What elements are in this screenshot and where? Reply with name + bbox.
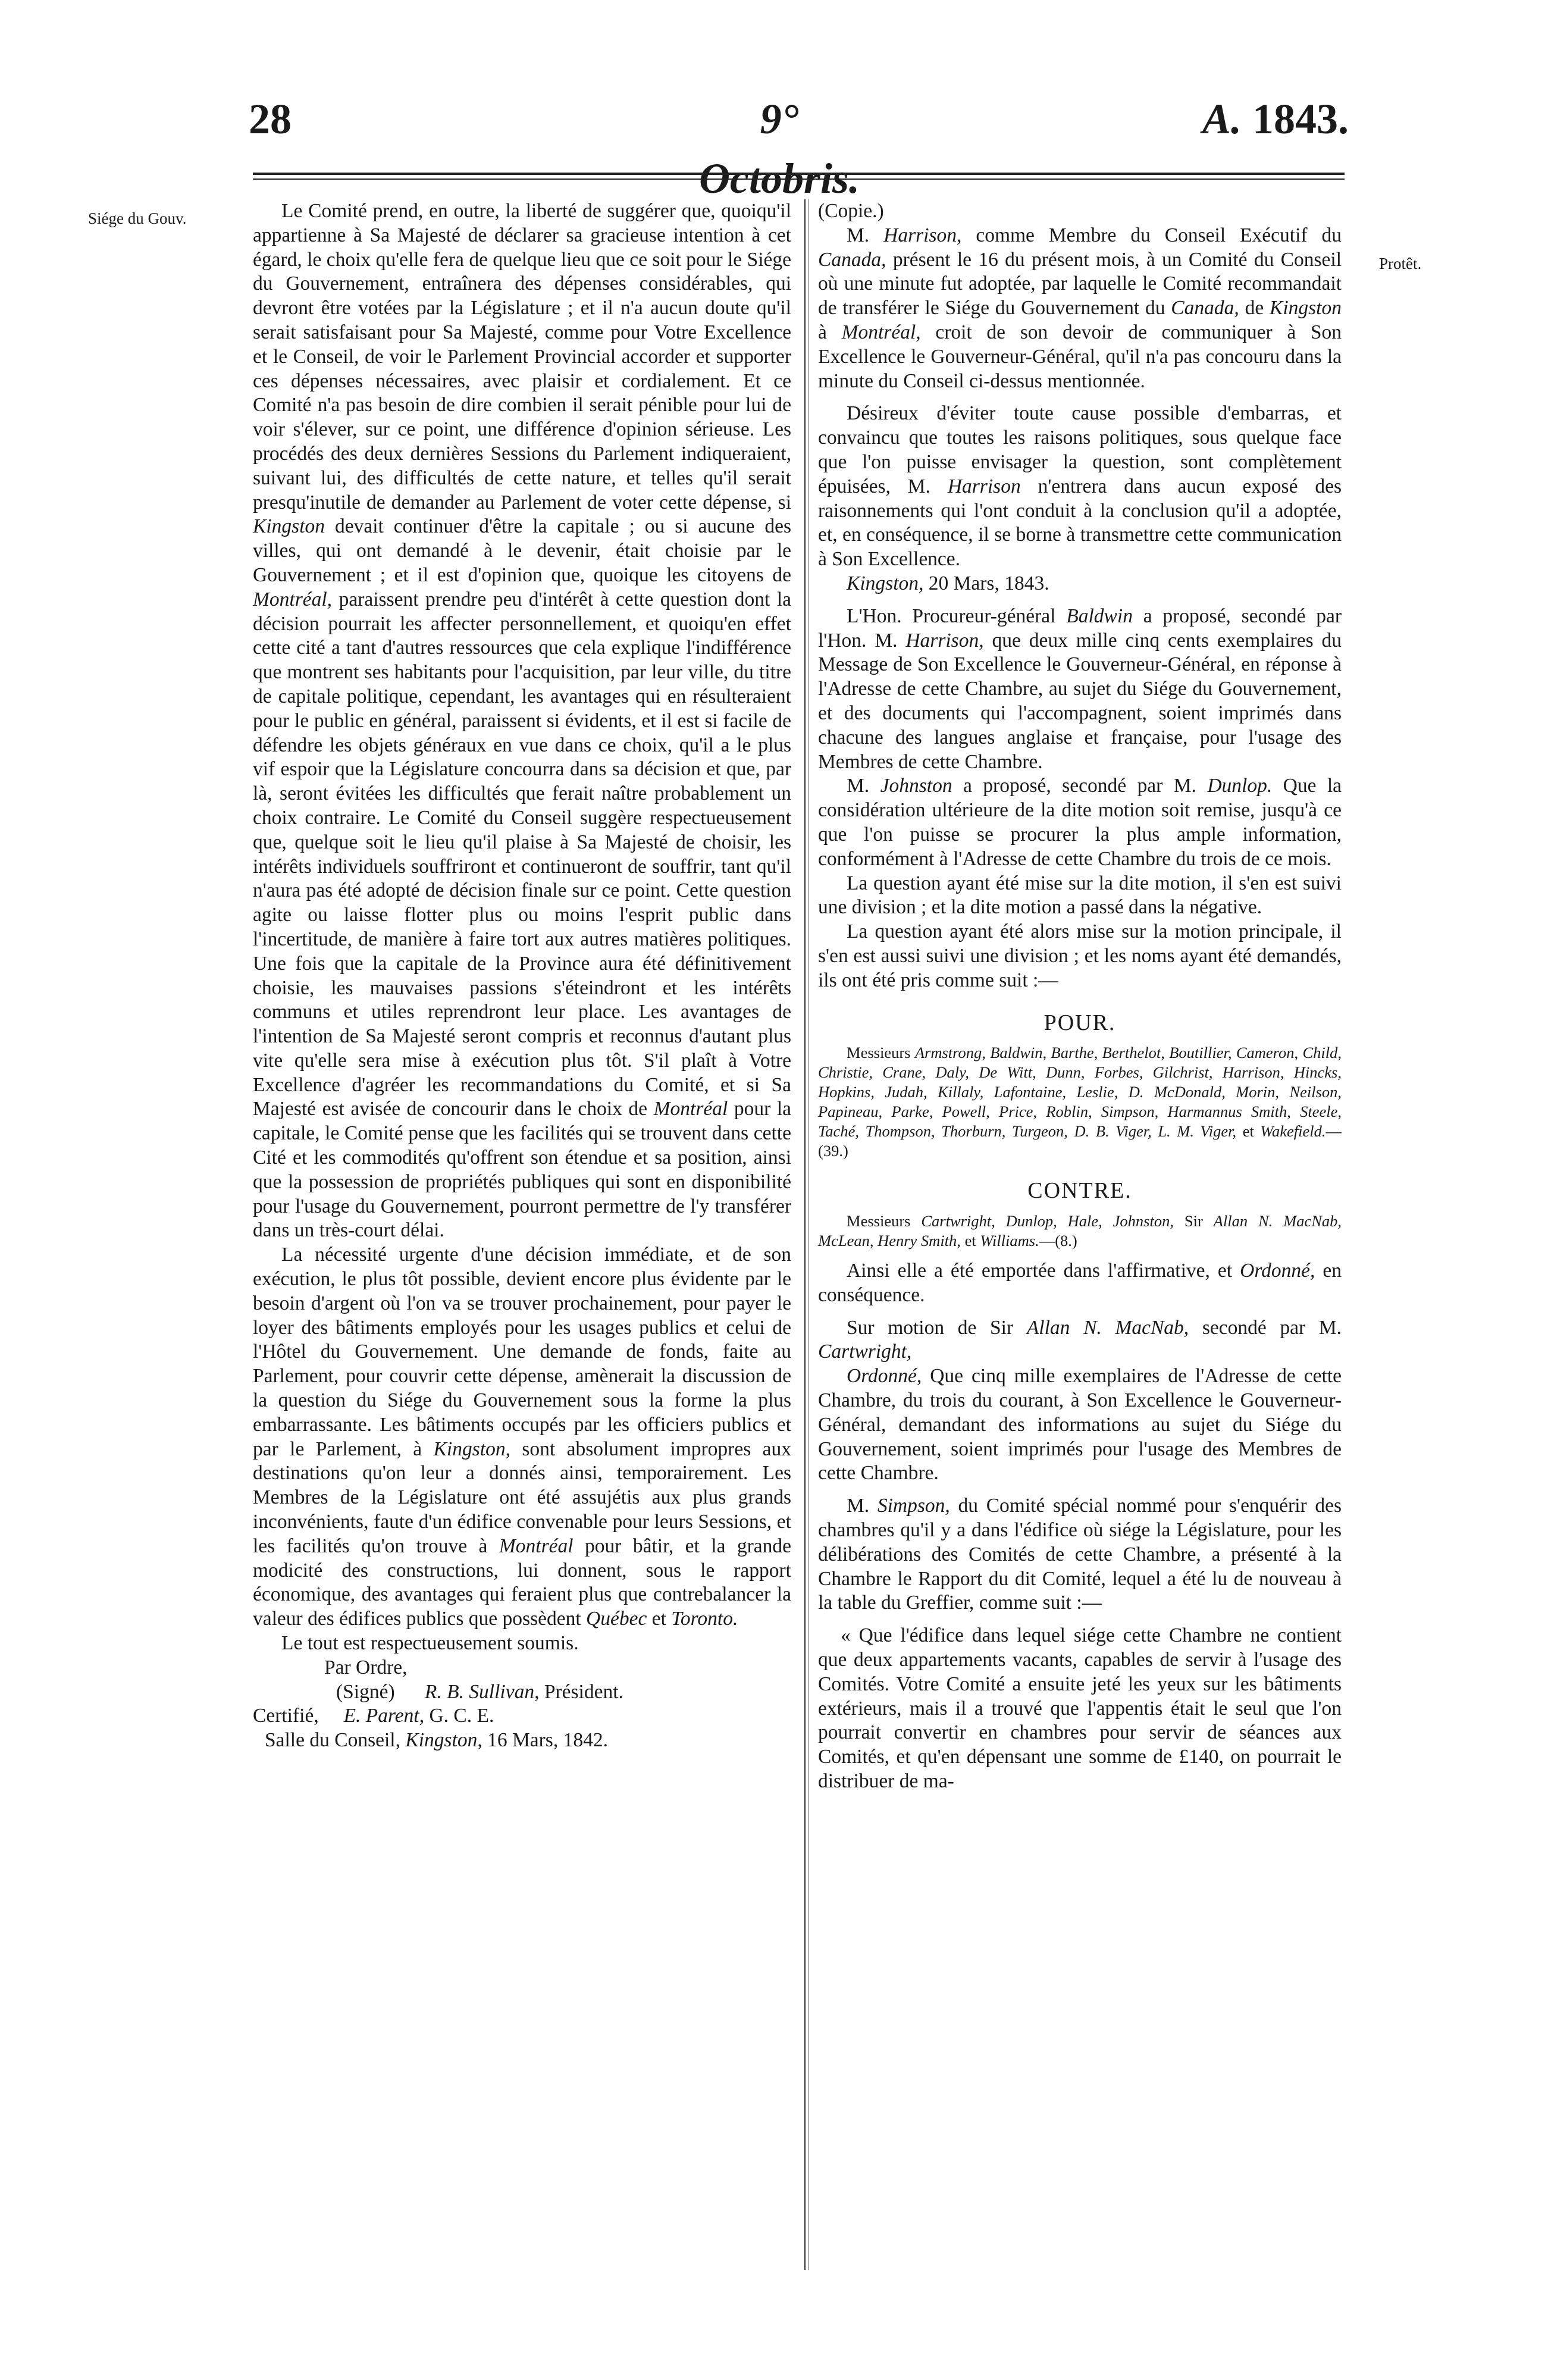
right-column: [818, 199, 1342, 1794]
contre-heading: CONTRE.: [1027, 1178, 1132, 1204]
right-dateline: Kingston, 20 Mars, 1843.: [847, 572, 1049, 594]
copie-label: (Copie.): [818, 200, 884, 222]
right-paragraph-simpson: M. Simpson, du Comité spécial nommé pour s'enquérir des chambres qu'il y a dans l'édifice où siége la Législature, pour les délibérations des Comités de cette Chambre, a présenté à la Chambre le Rapport du dit Comité, lequel a été lu de nouveau à la table du Greffier, comme suit :—: [818, 1495, 1342, 1614]
header-rule-thin: [253, 178, 1345, 180]
page-number: 28: [249, 95, 292, 143]
pour-names: Messieurs Armstrong, Baldwin, Barthe, Berthelot, Boutillier, Cameron, Child, Christie, Crane, Daly, De Witt, Dunn, Forbes, Gilchrist, Harrison, Hincks, Hopkins, Judah, Killaly, Lafontaine, Leslie, D. McDonald, Morin, Neilson, Papineau, Parke, Powell, Price, Roblin, Simpson, Harmannus Smith, Steele, Taché, Thompson, Thorburn, Turgeon, D. B. Viger, L. M. Viger, et Wakefield.—(39.): [818, 1044, 1342, 1160]
right-paragraph-johnston: M. Johnston a proposé, secondé par M. Dunlop. Que la considération ultérieure de la dite motion soit remise, jusqu'à ce que l'on puisse se procurer la plus ample information, conformément à l'Adresse de cette Chambre du trois de ce mois.: [818, 775, 1342, 870]
certification-line: Certifié, E. Parent, G. C. E.: [253, 1705, 494, 1727]
page-header: [0, 89, 1548, 161]
margin-note-right: Protêt.: [1379, 255, 1422, 273]
right-paragraph-macnab: Sur motion de Sir Allan N. MacNab, secondé par M. Cartwright,: [818, 1316, 1342, 1363]
par-ordre: Par Ordre,: [324, 1656, 408, 1678]
left-paragraph-2: La nécessité urgente d'une décision immédiate, et de son exécution, le plus tôt possible, devient encore plus évidente par le besoin d'argent où l'on va se trouver prochainement, pour payer le loyer des bâtiments employés pour les usages publics et celui de l'Hôtel du Gouvernement. Une demande de fonds, faite au Parlement, pour couvrir cette dépense, amènerait la discussion de la question du Siége du Gouvernement sous la forme la plus embarrassante. Les bâtiments occupés par les officiers publics et par le Parlement, à Kingston, sont absolument impropres aux destinations qu'on leur a donnés ainsi, temporairement. Les Membres de la Législature ont été assujétis aux plus grands inconvénients, faute d'un édifice convenable pour leurs Sessions, et les facilités qu'on trouve à Montréal pour bâtir, et la grande modicité des constructions, lui donnent, sous le rapport économique, des avantages qui feraient plus que contrebalancer la valeur des édifices publics que possèdent Québec et Toronto.: [253, 1244, 792, 1630]
right-paragraph-result: Ainsi elle a été emportée dans l'affirmative, et Ordonné, en conséquence.: [818, 1260, 1342, 1306]
column-divider-inner: [808, 199, 809, 2270]
place-date-line: Salle du Conseil, Kingston, 16 Mars, 1842.: [265, 1729, 608, 1752]
signature-line: (Signé) R. B. Sullivan, Président.: [336, 1680, 623, 1703]
right-paragraph-2: Désireux d'éviter toute cause possible d'embarras, et convaincu que toutes les raisons politiques, sous quelque face que l'on puisse envisager la question, sont complètement épuisées, M. Harrison n'entrera dans aucun exposé des raisonnements qui l'ont conduit à la conclusion qu'il a adoptée, et, en conséquence, il se borne à transmettre cette communication à Son Excellence.: [818, 402, 1342, 571]
right-paragraph-division-1: La question ayant été mise sur la dite motion, il s'en est suivi une division ; et la dite motion a passé dans la négative.: [818, 872, 1342, 919]
right-paragraph-1: M. Harrison, comme Membre du Conseil Exécutif du Canada, présent le 16 du présent mois, à un Comité du Conseil où une minute fut adoptée, par laquelle le Comité recommandait de transférer le Siége du Gouvernement du Canada, de Kingston à Montréal, croit de son devoir de communiquer à Son Excellence le Gouverneur-Général, qu'il n'a pas concouru dans la minute du Conseil ci-dessus mentionnée.: [818, 224, 1342, 392]
right-paragraph-division-2: La question ayant été alors mise sur la motion principale, il s'en est aussi suivi une division ; et les noms ayant été demandés, ils ont été pris comme suit :—: [818, 920, 1342, 991]
column-divider: [804, 199, 806, 2270]
header-rule-thick: [253, 173, 1345, 175]
left-paragraph-1: Le Comité prend, en outre, la liberté de suggérer que, quoiqu'il appartienne à Sa Majesté de déclarer sa gracieuse intention à cet égard, le choix qu'elle fera de quelque lieu que ce soit pour le Siége du Gouvernement, entraînera des dépenses considérables, qui devront être votées par la Législature ; et il n'a aucun doute qu'il serait satisfaisant pour Sa Majesté, comme pour Votre Excellence et le Conseil, de voir le Parlement Provincial accorder et supporter ces dépenses nécessaires, avec plaisir et cordialement. Et ce Comité n'a pas besoin de dire combien il serait pénible pour lui de voir s'élever, sur ce point, une différence d'opinion sérieuse. Les procédés des deux dernières Sessions du Parlement indiqueraient, suivant lui, des difficultés de cette nature, et telles qu'il serait presqu'inutile de demander au Parlement de voter cette dépense, si Kingston devait continuer d'être la capitale ; ou si aucune des villes, qui ont demandé à le devenir, était choisie par le Gouvernement ; et il est d'opinion que, quoique les citoyens de Montréal, paraissent prendre peu d'intérêt à cette question dont la décision pourrait les affecter personnellement, et quoiqu'en effet cette cité a tant d'autres ressources que cela explique l'indifférence que montrent ses habitants pour l'acquisition, par leur ville, du titre de capitale politique, cependant, les avantages qui en résulteraient pour le public en général, paraissent si évidents, et il est si facile de défendre les objets généraux en vue dans ce choix, qu'il a le plus vif espoir que la Législature concourra dans sa décision et que, par là, seront évitées les difficultés que ferait naître probablement un choix contraire. Le Comité du Conseil suggère respectueusement que, quelque soit le lieu qu'il plaise à Sa Majesté de choisir, les intérêts individuels souffriront et continueront de souffrir, tant qu'il n'aura pas été adopté de décision finale sur ce point. Cette question agite ou laisse flotter plus ou moins l'esprit public dans l'incertitude, de manière à faire tort aux autres matières politiques. Une fois que la capitale de la Province aura été définitivement choisie, les mauvaises passions s'éteindront et les intérêts communs et utiles reprendront leur place. Les avantages de l'intention de Sa Majesté seront compris et reconnus d'autant plus vite qu'elle sera mise à exécution plus tôt. S'il plaît à Votre Excellence d'agréer les recommandations du Comité, et si Sa Majesté est avisée de concourir dans le choix de Montréal pour la capitale, le Comité pense que les facilités qui se trouvent dans cette Cité et les commodités qu'offrent son étendue et sa position, ainsi que la possession de propriétés publiques qui sont en disponibilité pour l'usage du Gouvernement, pourront permettre de l'y transférer dans un très-court délai.: [253, 200, 792, 1242]
header-date: 9°: [760, 95, 799, 143]
contre-names: Messieurs Cartwright, Dunlop, Hale, Johnston, Sir Allan N. MacNab, McLean, Henry Smith, et Williams.—(8.): [818, 1212, 1342, 1250]
margin-note-left: Siége du Gouv.: [88, 209, 187, 227]
closing-line: Le tout est respectueusement soumis.: [281, 1632, 579, 1655]
header-year: A. 1843.: [1202, 95, 1349, 143]
right-paragraph-ordonne: Ordonné, Que cinq mille exemplaires de l'Adresse de cette Chambre, du trois du courant, à Son Excellence le Gouverneur-Général, demandant des informations au sujet du Siége du Gouvernement, soient imprimés pour l'usage des Membres de cette Chambre.: [818, 1365, 1342, 1485]
pour-heading: POUR.: [1044, 1010, 1116, 1035]
right-paragraph-baldwin: L'Hon. Procureur-général Baldwin a proposé, secondé par l'Hon. M. Harrison, que deux mille cinq cents exemplaires du Message de Son Excellence le Gouverneur-Général, en réponse à l'Adresse de cette Chambre, au sujet du Siége du Gouvernement, et des documents qui l'accompagnent, soient imprimés dans chacune des langues anglaise et française, pour l'usage des Membres de cette Chambre.: [818, 605, 1342, 773]
right-paragraph-report: « Que l'édifice dans lequel siége cette Chambre ne contient que deux appartements vacants, capables de servir à l'usage des Comités. Votre Comité a ensuite jeté les yeux sur les bâtiments extérieurs, mais il a trouvé que l'appentis était le seul que l'on pourrait convertir en chambres pour servir de séances aux Comités, et qu'en dépensant une somme de £140, on pourrait le distribuer de ma-: [818, 1624, 1342, 1793]
left-column: [253, 199, 791, 1753]
